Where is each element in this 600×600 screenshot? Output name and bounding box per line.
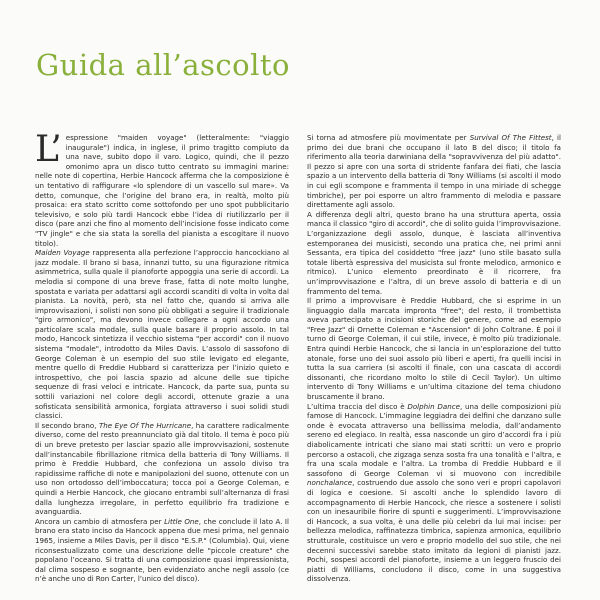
track-title-text: Little One — [164, 516, 199, 526]
track-title-text: The Eye Of The Hurricane — [98, 420, 192, 430]
text-run: , ha carattere radicalmente diverso, come del resto preannunciato già dal titolo. Il tema è poco più di un breve pretesto per lasciar spazio alle improvvisazioni, sostenute dall’instancabile fibrillazione ritmica della batteria di Tony Williams. Il primo è Freddie Hubbard, che confeziona un assolo diviso tra rapidissime raffiche di note e manipolazioni del suono, ottenute con un uso non ortodosso dell’imboccatura; tocca poi a George Coleman, e quindi a Herbie Hancock, che giocano entrambi sull’alternanza di frasi dalla lunghezza irregolare, in perfetto equilibrio fra tradizione e avanguardia. — [35, 420, 289, 517]
text-run: Si torna ad atmosfere più movimentate per — [307, 133, 470, 142]
text-run: L’ultima traccia del disco è — [307, 401, 408, 411]
paragraph — [35, 129, 289, 248]
text-run: , il primo dei due brani che occupano il lato B del disco; il titolo fa riferimento alla teoria darwiniana della "sopravvivenza del più adatto". Il pezzo si apre con una sorta di stridente fanfara dei fiati, che lascia spazio a un intervento della batteria di Tony Williams (si ascolti il modo in cui egli scompone e frammenta il tempo in una miriade di schegge timbriche), per poi esporre un altro frammento di melodia e passare direttamente agli assolo. — [307, 133, 561, 210]
left-column — [35, 129, 290, 584]
paragraph — [35, 248, 289, 421]
paragraph — [35, 517, 289, 584]
text-run: Il primo a improvvisare è Freddie Hubbard, che si esprime in un linguaggio dalla marcata impronta "free"; del resto, il trombettista aveva partecipato a incisioni storiche del genere, come ad esempio "Free Jazz" di Ornette Coleman e "Ascension" di John Coltrane. È poi il turno di George Coleman, il cui stile, invece, è molto più tradizionale. Entra quindi Herbie Hancock, che si lancia in un’esplorazione del tutto atonale, forse uno dei suoi assolo più liberi e aperti, fra quelli incisi in tutta la sua carriera (si ascolti il finale, con una cascata di accordi dissonanti, che ricordano molto lo stile di Cecil Taylor). Un ultimo intervento di Tony Williams e un’ultima citazione del tema chiudono bruscamente il brano. — [307, 296, 561, 402]
page-title: Guida all’ascolto — [36, 48, 291, 82]
text-run: Ancora un cambio di atmosfera per — [35, 516, 165, 526]
track-title-text: Survival Of The Fittest — [469, 133, 552, 142]
text-run: Il secondo brano, — [35, 420, 99, 430]
paragraph — [35, 421, 289, 517]
right-column — [307, 133, 561, 584]
album-title-text: Maiden Voyage — [35, 248, 90, 258]
emphasis-text: nonchalance — [307, 478, 353, 488]
text-run: rappresenta alla perfezione l’approccio hancockiano al jazz modale. Il brano si basa, innanzi tutto, su una figurazione ritmica asimmetrica, sulla quale il pianoforte appoggia una serie di accordi. La melodia si compone di una breve frase, fatta di note molto lunghe, spostata e variata per adattarsi agli accordi scanditi di volta in volta dal pianista. La novità, però, sta nel fatto che, quando si arriva alle improvvisazioni, i solisti non sono più obbligati a seguire il tradizionale "giro armonico", ma devono invece collegare a ogni accordo una particolare scala modale, sulla quale basare il proprio assolo. In tal modo, Hancock sintetizza il vecchio sistema "per accordi" con il nuovo sistema "modale", introdotto da Miles Davis. L’assolo di sassofono di George Coleman è un esempio del suo stile levigato ed elegante, mentre quello di Freddie Hubbard si caratterizza per l’inizio quieto e introspettivo, che poi lascia spazio ad alcune delle sue tipiche sequenze di frasi veloci e intricate. Hancock, da parte sua, punta su sottili variazioni nel colore degli accordi, ottenute grazie a una sofisticata sensibilità armonica, forgiata attraverso i suoi solidi studi classici. — [35, 248, 290, 421]
text-run: , che conclude il lato A. Il brano era stato inciso da Hancock appena due mesi prima, nel gennaio 1965, insieme a Miles Davis, per il disco "E.S.P." (Columbia). Qui, viene riconsestualizzato come una descrizione delle "piccole creature" che popolano l’oceano. Si tratta di una composizione quasi impressionista, dal clima sospeso e sognante, ben evidenziato anche negli assolo (ce n’è anche uno di Ron Carter, l’unico del disco). — [35, 516, 289, 584]
paragraph — [307, 133, 561, 210]
paragraph — [307, 402, 561, 584]
paragraph — [307, 210, 561, 296]
drop-cap: L’ — [35, 129, 62, 170]
text-run: , costruendo due assolo che sono veri e propri capolavori di logica e coesione. Si ascolti anche lo splendido lavoro di accompagnamento di Herbie Hancock, che riesce a sostenere i solisti con un inesauribile fiorire di spunti e suggerimenti. L’improvvisazione di Hancock, a sua volta, è una delle più celebri da lui mai incise: per bellezza melodica, raffinatezza timbrica, sapienza armonica, equilibrio strutturale, costituisce un vero e proprio modello del suo stile, che nei decenni successivi sarebbe stato imitato da legioni di pianisti jazz. Pochi, sospesi accordi del pianoforte, insieme a un leggero fruscio dei piatti di Williams, concludono il disco, come in una suggestiva dissolvenza. — [307, 478, 561, 584]
paragraph — [307, 296, 561, 402]
text-run: A differenza degli altri, questo brano ha una struttura aperta, ossia manca il classico "giro di accordi", che di solito guida l’improvvisazione. L’organizzazione degli assolo, dunque, è lasciata all’inventiva estemporanea dei musicisti, secondo una pratica che, nei primi anni Sessanta, era tipica del cosiddetto "free jazz" (uno stile basato sulla totale libertà espressiva del musicista sul fronte melodico, armonico e ritmico). L’unico elemento preordinato è il ricorrere, fra un’improvvisazione e l’altra, di un breve assolo di batteria e di un frammento del tema. — [307, 209, 561, 296]
text-run: , una delle composizioni più famose di Hancock. L’immagine leggiadra dei delfini che danzano sulle onde è evocata attraverso una bellissima melodia, dall’andamento sereno ed elegiaco. In realtà, essa nasconde un giro d’accordi fra i più diabolicamente intricati che siano mai stati scritti: un vero e proprio percorso a ostacoli, che zigzaga senza sosta fra una tonalità e l’altra, e fra una scala modale e l’altra. La tromba di Freddie Hubbard e il sassofono di George Coleman vi si muovono con incredibile — [307, 401, 561, 478]
track-title-text: Dolphin Dance — [407, 401, 460, 411]
text-run: espressione "maiden voyage" (letteralmente: "viaggio inaugurale") indica, in inglese, il primo tragitto compiuto da una nave, subito dopo il varo. Logico, quindi, che il pezzo omonimo apra un disco tutto centrato su immagini marine: nelle note di copertina, Herbie Hancock afferma che la composizione è un tentativo di raffigurare «lo splendore di un vascello sul mare». Va detto, comunque, che l’origine del brano era, in realtà, molto più prosaica: era stato scritto come sottofondo per uno spot pubblicitario televisivo, e solo più tardi Hancock ebbe l’idea di riutilizzarlo per il disco (pare anzi che fino al momento dell’incisione fosse indicato come "TV jingle" e che sia stata la sorella del pianista a escogitare il nuovo titolo). — [35, 133, 289, 248]
